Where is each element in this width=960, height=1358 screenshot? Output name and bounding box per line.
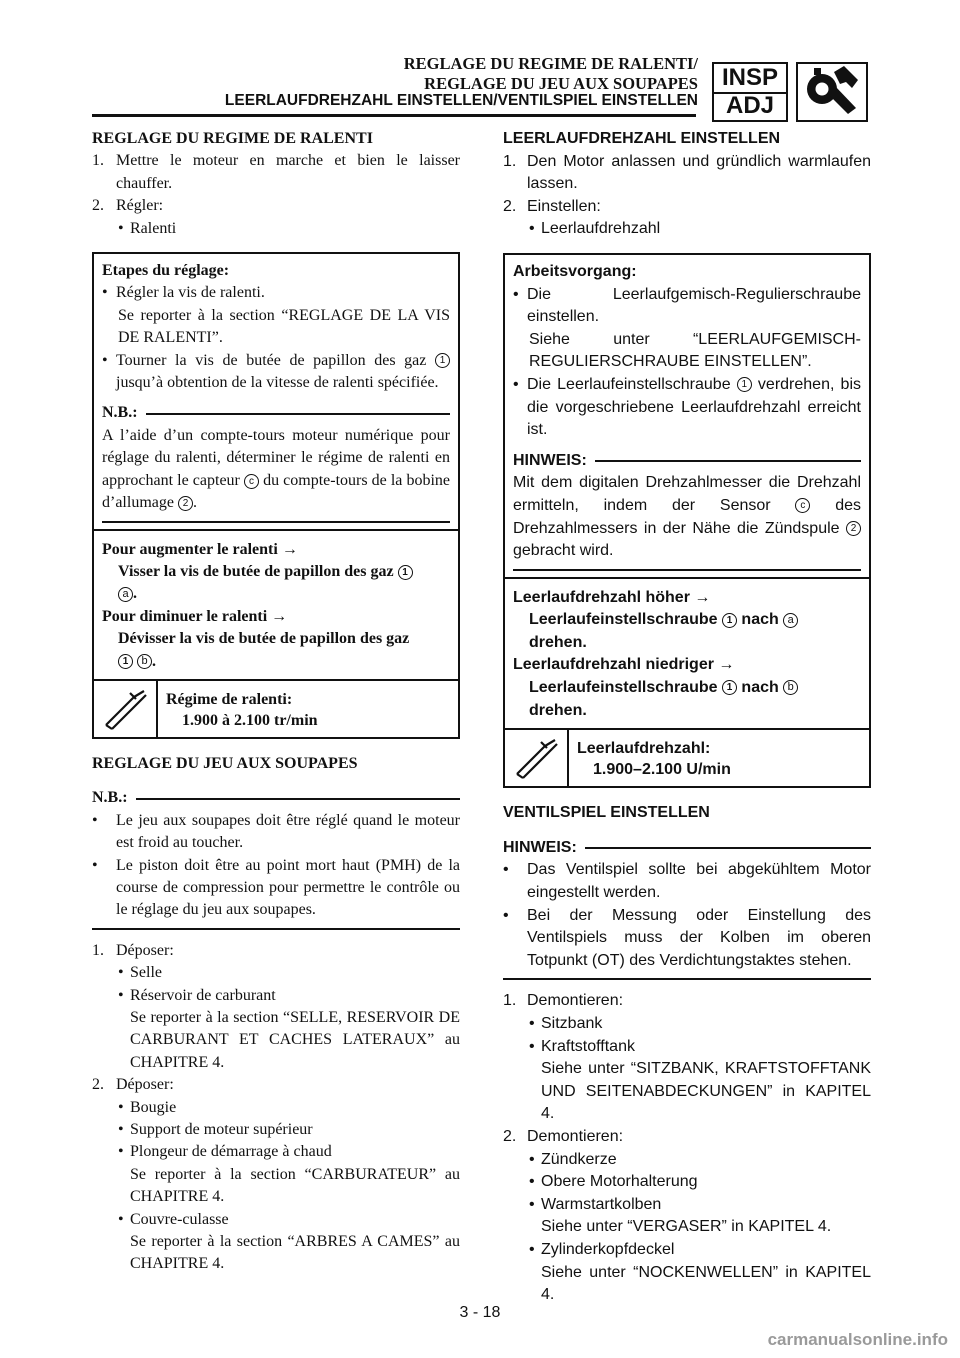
- caliper-icon: [511, 736, 561, 782]
- fr-section-idle-title: REGLAGE DU REGIME DE RALENTI: [92, 130, 373, 147]
- de-remove-2-bracket: • Obere Motorhalterung: [503, 1171, 871, 1194]
- fr-remove-1-seat: • Selle: [92, 962, 460, 984]
- fr-section-valve-title: REGLAGE DU JEU AUX SOUPAPES: [92, 754, 358, 772]
- header-title-line2: REGLAGE DU JEU AUX SOUPAPES: [424, 74, 698, 93]
- insp-adj-badge: [712, 62, 788, 122]
- fr-valve-nb-header: N.B.:: [92, 787, 460, 809]
- de-remove-1-tank-ref: Siehe unter “SITZBANK, KRAFTSTOFFTANK UND SEITENABDECKUNGEN” in KAPITEL 4.: [541, 1060, 871, 1123]
- header-rule: [92, 114, 696, 117]
- de-step-2: 2. Einstellen:: [503, 197, 601, 215]
- fr-remove-2-plug: • Bougie: [92, 1097, 460, 1119]
- fr-remove-2-cover-ref: Se reporter à la section “ARBRES A CAMES” au CHAPITRE 4.: [130, 1233, 460, 1273]
- de-remove-2-plunger: • Warmstartkolben: [503, 1194, 871, 1217]
- de-remove-1-seat: • Sitzbank: [503, 1013, 871, 1036]
- fr-decrease-text: Dévisser la vis de butée de papillon des gaz 1 b .: [118, 630, 410, 670]
- fr-box-bullet-1-ref: Se reporter à la section “REGLAGE DE LA VIS DE RALENTI”.: [118, 306, 450, 347]
- fr-remove-step-2: 2. Déposer:: [92, 1076, 174, 1094]
- fr-remove-2-plunger-ref: Se reporter à la section “CARBURATEUR” au CHAPITRE 4.: [130, 1165, 460, 1206]
- de-nb-header: HINWEIS:: [513, 450, 861, 473]
- de-spec-label: Leerlaufdrehzahl:: [577, 740, 711, 758]
- fr-procedure-box: [92, 252, 460, 739]
- de-decrease-label: Leerlaufdrehzahl niedriger →: [513, 656, 735, 674]
- de-section-idle-title: LEERLAUFDREHZAHL EINSTELLEN: [503, 130, 781, 147]
- badge-adj: ADJ: [725, 92, 774, 119]
- de-spec-value: 1.900–2.100 U/min: [593, 761, 731, 779]
- fr-spec-row: [94, 679, 458, 737]
- fr-nb-header: N.B.:: [102, 402, 450, 424]
- de-box-bullet-1-ref: Siehe unter “LEERLAUFGEMISCH-REGULIERSCHRAUBE EINSTELLEN”.: [529, 330, 861, 371]
- fr-increase-label: Pour augmenter le ralenti →: [102, 540, 298, 558]
- fr-step-2-bullet: • Ralenti: [92, 218, 460, 240]
- german-column: [503, 128, 871, 1307]
- de-remove-2-cover: • Zylinderkopfdeckel: [503, 1239, 871, 1262]
- fr-increase-text: Visser la vis de butée de papillon des gaz 1 a .: [102, 561, 450, 606]
- fr-remove-1-tank: • Réservoir de carburant: [92, 985, 460, 1007]
- de-spec-row: [505, 728, 869, 786]
- de-remove-2-plug: • Zündkerze: [503, 1149, 871, 1172]
- de-valve-nb-header: HINWEIS:: [503, 837, 871, 860]
- fr-step-2: 2. Régler:: [92, 197, 164, 215]
- de-remove-step-2: 2. Demontieren:: [503, 1127, 624, 1145]
- fr-remove-2-plunger: • Plongeur de démarrage à chaud: [92, 1141, 460, 1163]
- de-remove-2-plunger-ref: Siehe unter “VERGASER” in KAPITEL 4.: [541, 1218, 832, 1236]
- fr-remove-1-tank-ref: Se reporter à la section “SELLE, RESERVOIR DE CARBURANT ET CACHES LATERAUX” au CHAPITRE 4.: [130, 1009, 460, 1071]
- caliper-icon: [100, 687, 150, 733]
- de-step-1: 1. Den Motor anlassen und gründlich warmlaufen lassen.: [503, 152, 871, 193]
- header-title-line3: LEERLAUFDREHZAHL EINSTELLEN/VENTILSPIEL EINSTELLEN: [224, 92, 698, 109]
- wrench-icon: [796, 62, 868, 122]
- fr-remove-2-cover: • Couvre-culasse: [92, 1209, 460, 1231]
- fr-valve-nb-2: • Le piston doit être au point mort haut (PMH) de la course de compression pour permettre le contrôle ou le réglage du jeu aux soupapes.: [92, 855, 460, 922]
- de-remove-2-cover-ref: Siehe unter “NOCKENWELLEN” in KAPITEL 4.: [541, 1263, 871, 1304]
- de-nb-text: Mit dem digitalen Drehzahlmesser die Drehzahl ermitteln, indem der Sensor c des Drehzahlmessers in der Nähe die Zündspule 2 gebracht wird.: [513, 474, 862, 560]
- de-decrease-text: Leerlaufeinstellschraube 1 nach b drehen.: [513, 677, 861, 722]
- de-procedure-box: [503, 253, 871, 788]
- fr-spec-value: 1.900 à 2.100 tr/min: [182, 711, 318, 729]
- de-box-bullet-1: • Die Leerlaufgemisch-Regulierschraube einstellen.: [513, 284, 861, 329]
- de-remove-1-tank: • Kraftstofftank: [503, 1036, 871, 1059]
- badge-insp: INSP: [721, 64, 778, 91]
- fr-decrease-label: Pour diminuer le ralenti →: [102, 607, 288, 625]
- fr-step-1: 1. Mettre le moteur en marche et bien le laisser chauffer.: [92, 152, 460, 192]
- de-increase-label: Leerlaufdrehzahl höher →: [513, 588, 711, 606]
- fr-nb-text: A l’aide d’un compte-tours moteur numérique pour réglage du ralenti, déterminer le régime de ralenti en approchant le capteur c du compte-tours de la bobine d’allumage 2 .: [102, 426, 451, 512]
- de-step-2-bullet: • Leerlaufdrehzahl: [503, 218, 871, 241]
- header-title-line1: REGLAGE DU REGIME DE RALENTI/: [403, 54, 698, 73]
- french-column: [92, 128, 460, 1276]
- fr-remove-step-1: 1. Déposer:: [92, 941, 174, 959]
- de-box-title: Arbeitsvorgang:: [513, 262, 637, 280]
- de-box-bullet-2: • Die Leerlaufeinstellschraube 1 verdrehen, bis die vorgeschriebene Leerlaufdrehzahl erreicht ist.: [513, 374, 861, 442]
- fr-box-bullet-2: • Tourner la vis de butée de papillon des gaz 1 jusqu’à obtention de la vitesse de ralenti spécifiée.: [102, 350, 450, 395]
- fr-remove-2-bracket: • Support de moteur supérieur: [92, 1119, 460, 1141]
- de-increase-text: Leerlaufeinstellschraube 1 nach a drehen.: [513, 609, 861, 654]
- watermark: carmanualsonline.info: [767, 1330, 948, 1349]
- de-valve-nb-1: • Das Ventilspiel sollte bei abgekühltem Motor eingestellt werden.: [503, 859, 871, 904]
- de-valve-nb-2: • Bei der Messung oder Einstellung des Ventilspiels muss der Kolben im oberen Totpunkt (OT) des Verdichtungstaktes stehen.: [503, 905, 871, 973]
- de-section-valve-title: VENTILSPIEL EINSTELLEN: [503, 804, 710, 822]
- fr-spec-label: Régime de ralenti:: [166, 690, 293, 708]
- fr-box-title: Etapes du réglage:: [102, 262, 230, 280]
- de-remove-step-1: 1. Demontieren:: [503, 992, 624, 1010]
- fr-valve-nb-1: • Le jeu aux soupapes doit être réglé quand le moteur est froid au toucher.: [92, 810, 460, 855]
- page-number: 3 - 18: [459, 1304, 501, 1321]
- fr-box-bullet-1: • Régler la vis de ralenti.: [102, 282, 450, 304]
